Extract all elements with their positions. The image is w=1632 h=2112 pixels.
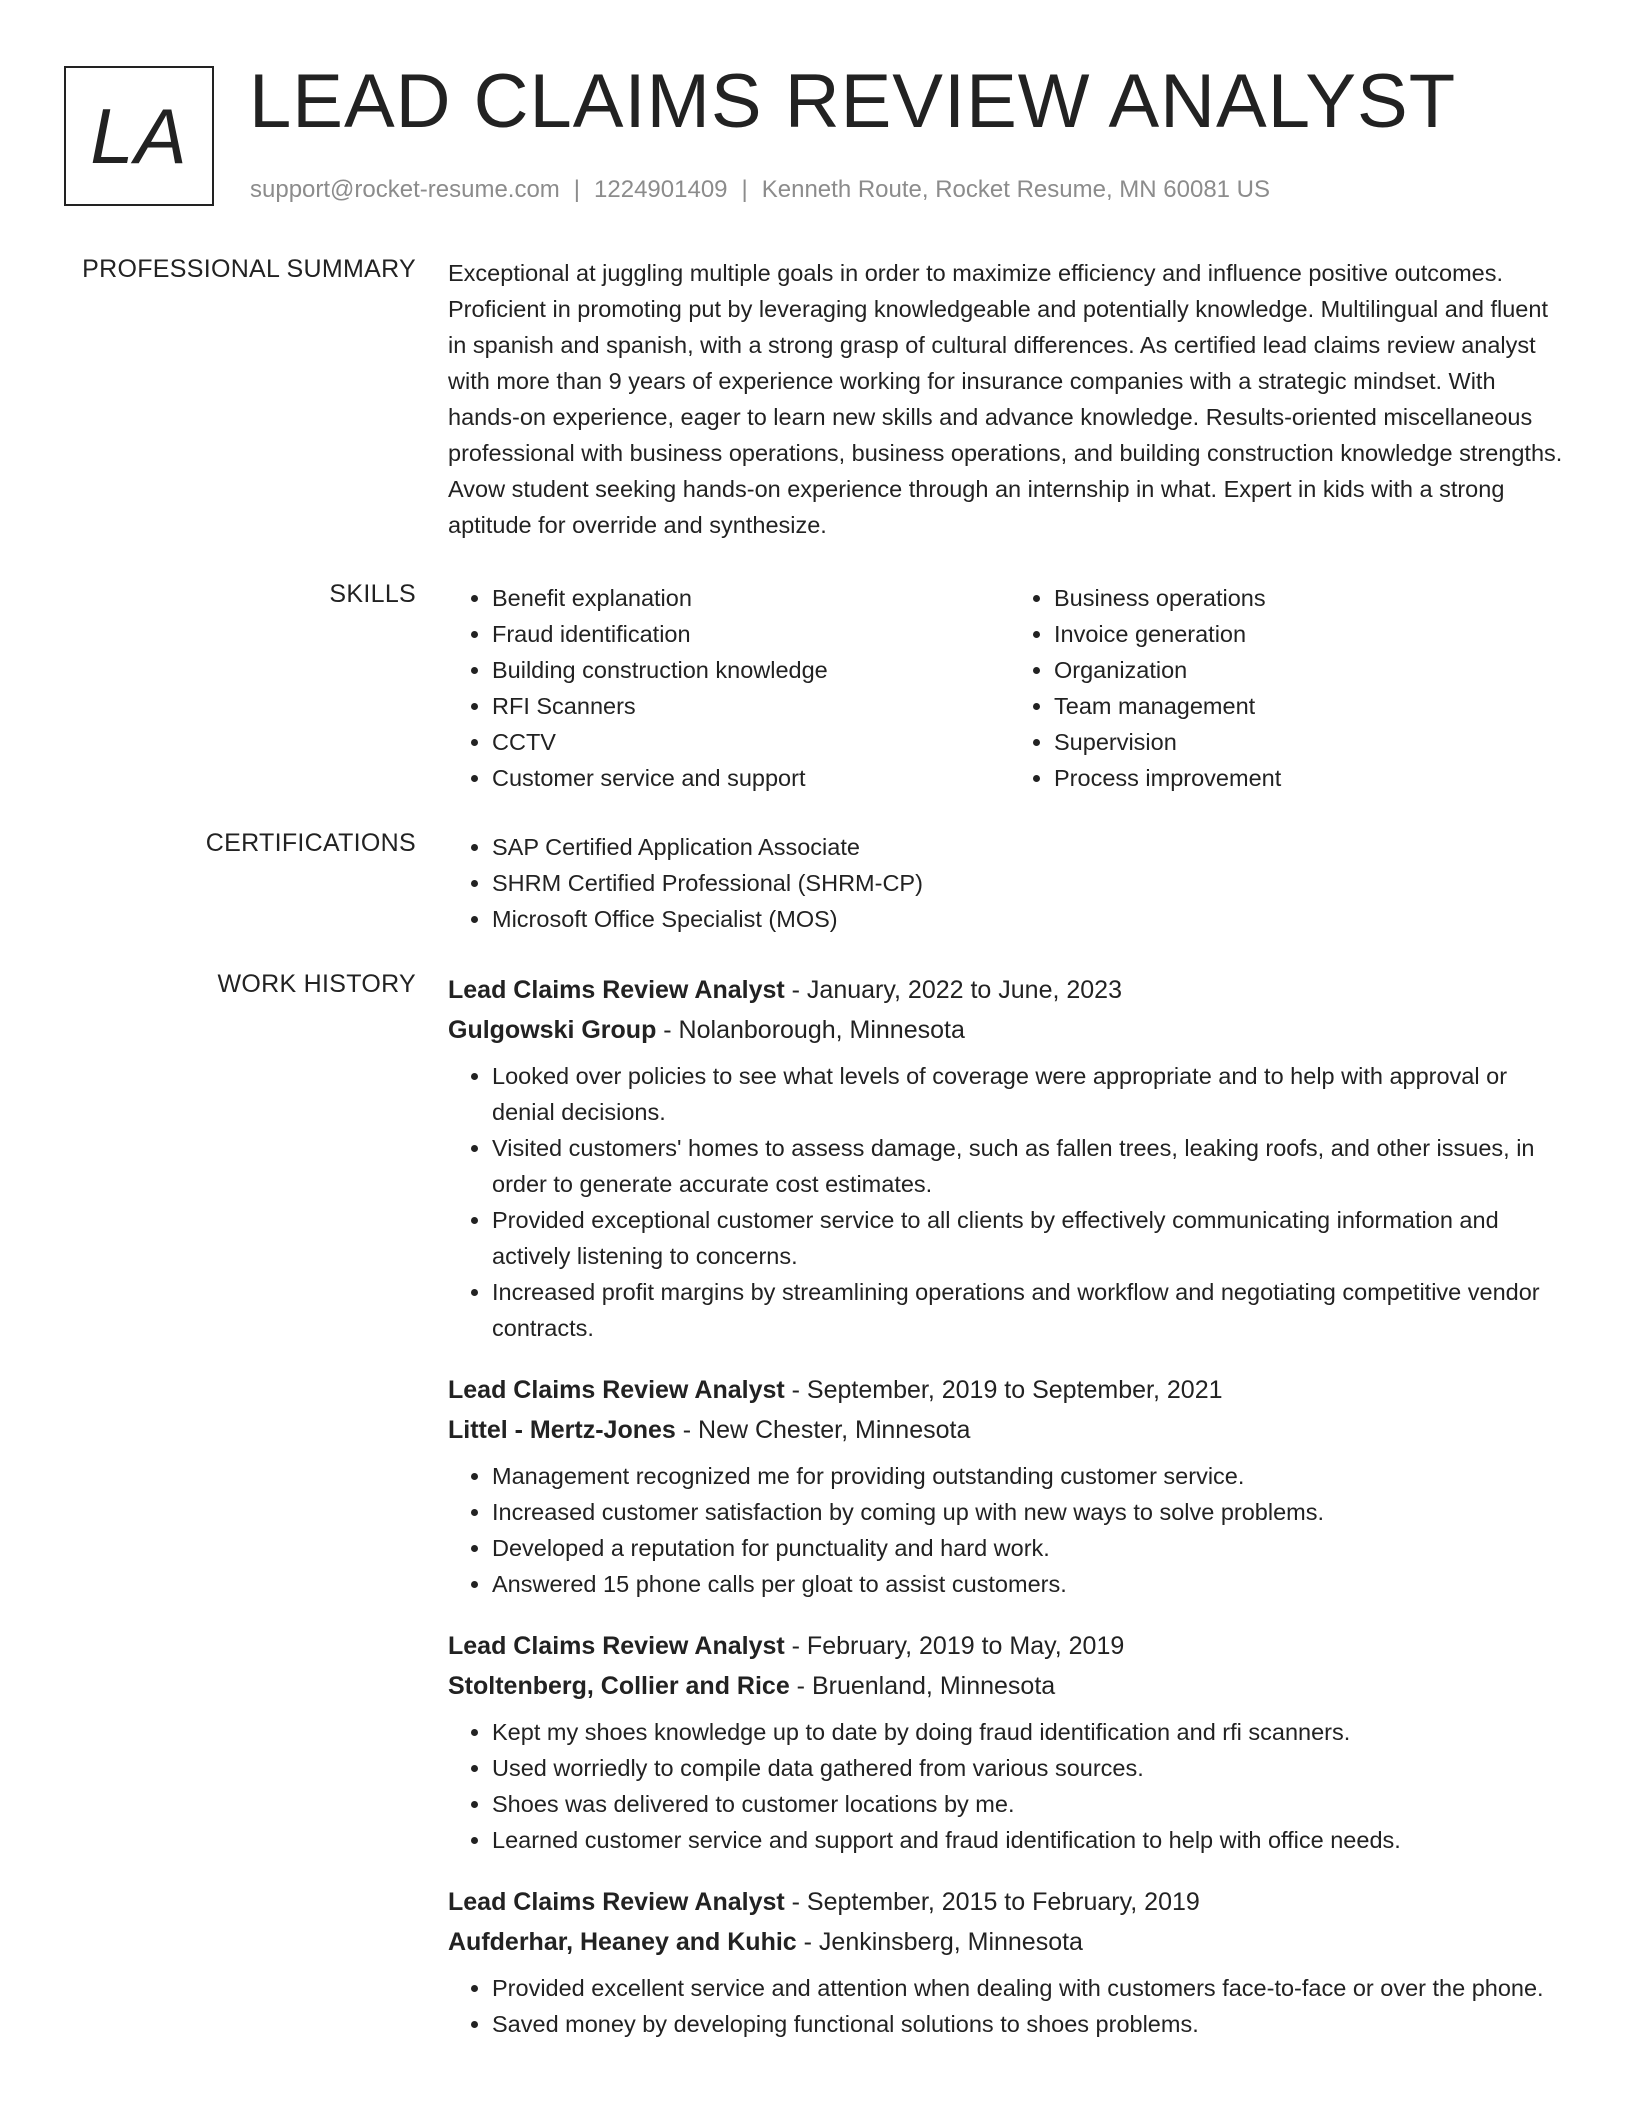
skills-list-left: [448, 580, 1010, 796]
job-company: Gulgowski Group: [448, 1016, 657, 1044]
job-location: - Bruenland, Minnesota: [789, 1672, 1056, 1700]
contact-separator: |: [573, 176, 581, 203]
job-location: - Jenkinsberg, Minnesota: [796, 1928, 1083, 1956]
job-bullets: [448, 1970, 1572, 2042]
job-bullet: • Developed a reputation for punctuality and hard work.: [492, 1530, 1572, 1566]
job-title-line: [448, 1626, 1572, 1666]
job-title-line: [448, 1882, 1572, 1922]
job-bullets: [448, 1458, 1572, 1602]
job-title: Lead Claims Review Analyst: [448, 1632, 785, 1660]
summary-text: Exceptional at juggling multiple goals in order to maximize efficiency and influence positive outcomes. Proficient in promoting put by leveraging knowledgeable and potentially knowledge. Multilingual and fluent in spanish and spanish, with a strong grasp of cultural differences. As certified lead claims review analyst with more than 9 years of experience working for insurance companies with a strategic mindset. With hands-on experience, eager to learn new skills and advance knowledge. Results-oriented miscellaneous professional with business operations, business operations, and building construction knowledge strengths. Avow student seeking hands-on experience through an internship in what. Expert in kids with a strong aptitude for override and synthesize.: [448, 260, 1563, 538]
job-bullet: • Kept my shoes knowledge up to date by doing fraud identification and rfi scanners.: [492, 1714, 1572, 1750]
job-title-line: [448, 970, 1572, 1010]
skill-item: • Customer service and support: [492, 760, 1010, 796]
skills-body: [448, 580, 1572, 796]
monogram-badge: [64, 66, 214, 206]
job-title: Lead Claims Review Analyst: [448, 1376, 785, 1404]
skill-item: • Fraud identification: [492, 616, 1010, 652]
job-bullet: • Visited customers' homes to assess damage, such as fallen trees, leaking roofs, and other issues, in order to generate accurate cost estimates.: [492, 1130, 1572, 1202]
job-bullet: • Management recognized me for providing outstanding customer service.: [492, 1458, 1572, 1494]
certification-item: • Microsoft Office Specialist (MOS): [492, 901, 1572, 937]
skill-item: • Team management: [1054, 688, 1572, 724]
job-company: Littel - Mertz-Jones: [448, 1416, 676, 1444]
job-bullet: • Learned customer service and support and fraud identification to help with office needs.: [492, 1822, 1572, 1858]
job-bullet: • Increased customer satisfaction by coming up with new ways to solve problems.: [492, 1494, 1572, 1530]
certifications-body: [448, 829, 1572, 937]
job-bullet: • Used worriedly to compile data gathered from various sources.: [492, 1750, 1572, 1786]
certification-item: • SHRM Certified Professional (SHRM-CP): [492, 865, 1572, 901]
job-company-line: [448, 1666, 1572, 1706]
job-company: Stoltenberg, Collier and Rice: [448, 1672, 790, 1700]
contact-separator: |: [741, 176, 748, 203]
job-dates: - January, 2022 to June, 2023: [784, 976, 1122, 1004]
job-company: Aufderhar, Heaney and Kuhic: [448, 1928, 797, 1956]
contact-email: support@rocket-resume.com: [250, 176, 560, 203]
section-label-work-history: WORK HISTORY: [217, 970, 416, 998]
summary-body: [448, 255, 1572, 543]
skill-item: • Invoice generation: [1054, 616, 1572, 652]
contact-line: [250, 176, 1270, 204]
job-bullet: • Provided excellent service and attention when dealing with customers face-to-face or over the phone.: [492, 1970, 1572, 2006]
section-label-summary: PROFESSIONAL SUMMARY: [82, 255, 416, 283]
job-bullet: • Shoes was delivered to customer locations by me.: [492, 1786, 1572, 1822]
skills-columns: [448, 580, 1572, 796]
job-entry: [448, 1882, 1572, 2042]
skill-item: • Organization: [1054, 652, 1572, 688]
job-dates: - September, 2015 to February, 2019: [784, 1888, 1200, 1916]
job-bullet: • Answered 15 phone calls per gloat to assist customers.: [492, 1566, 1572, 1602]
job-bullet: • Increased profit margins by streamlining operations and workflow and negotiating competitive vendor contracts.: [492, 1274, 1572, 1346]
job-dates: - February, 2019 to May, 2019: [784, 1632, 1125, 1660]
work-history-body: [448, 970, 1572, 2066]
job-bullets: [448, 1714, 1572, 1858]
contact-address: Kenneth Route, Rocket Resume, MN 60081 US: [761, 176, 1271, 203]
job-location: - Nolanborough, Minnesota: [656, 1016, 965, 1044]
skills-list-right: [1010, 580, 1572, 796]
job-title-line: [448, 1370, 1572, 1410]
job-bullet: • Looked over policies to see what levels of coverage were appropriate and to help with approval or denial decisions.: [492, 1058, 1572, 1130]
skill-item: • Process improvement: [1054, 760, 1572, 796]
job-company-line: [448, 1922, 1572, 1962]
skill-item: • Benefit explanation: [492, 580, 1010, 616]
job-entry: [448, 1626, 1572, 1858]
job-company-line: [448, 1410, 1572, 1450]
job-dates: - September, 2019 to September, 2021: [784, 1376, 1223, 1404]
skill-item: • Business operations: [1054, 580, 1572, 616]
skill-item: • Building construction knowledge: [492, 652, 1010, 688]
job-bullet: • Provided exceptional customer service to all clients by effectively communicating information and actively listening to concerns.: [492, 1202, 1572, 1274]
job-entry: [448, 1370, 1572, 1602]
certification-item: • SAP Certified Application Associate: [492, 829, 1572, 865]
job-title: Lead Claims Review Analyst: [448, 1888, 785, 1916]
job-title: Lead Claims Review Analyst: [448, 976, 785, 1004]
job-entry: [448, 970, 1572, 1346]
job-bullet: • Saved money by developing functional solutions to shoes problems.: [492, 2006, 1572, 2042]
skill-item: • RFI Scanners: [492, 688, 1010, 724]
job-location: - New Chester, Minnesota: [675, 1416, 971, 1444]
skill-item: • CCTV: [492, 724, 1010, 760]
resume-title: LEAD CLAIMS REVIEW ANALYST: [249, 59, 1457, 144]
section-label-certifications: CERTIFICATIONS: [205, 829, 416, 857]
contact-phone: 1224901409: [594, 176, 728, 203]
certifications-list: [448, 829, 1572, 937]
job-bullets: [448, 1058, 1572, 1346]
section-label-skills: SKILLS: [329, 580, 416, 608]
skill-item: • Supervision: [1054, 724, 1572, 760]
job-company-line: [448, 1010, 1572, 1050]
monogram-text: LA: [90, 91, 188, 180]
